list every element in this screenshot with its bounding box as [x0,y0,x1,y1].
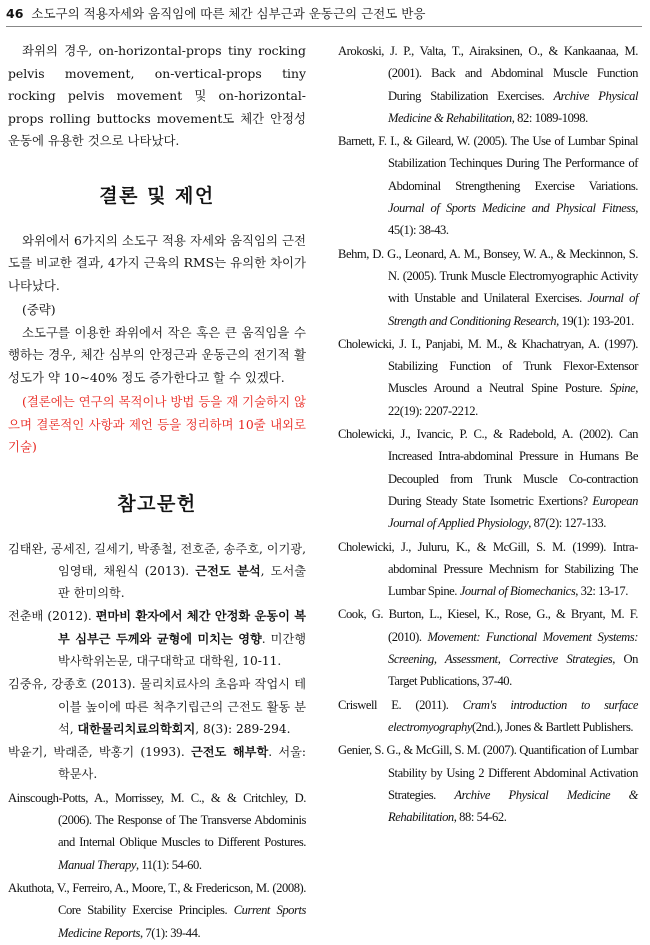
reference-item: 김태완, 공세진, 길세기, 박종철, 전호준, 송주호, 이기광, 임영태, 채원식 (2013). 근전도 분석, 도서출판 한미의학. [8,541,306,601]
reference-item: Barnett, F. I., & Gileard, W. (2005). The Use of Lumbar Spinal Stabilization Techinques During The Performance of Abdominal Strengthening Exercise Variations. Journal of Sports Medicine and Physical Fitness, 45(1): 38-43. [338,134,638,238]
conclusion-heading: 결론 및 제언 [99,184,215,207]
reference-item: Cholewicki, J. I., Panjabi, M. M., & Khachatryan, A. (1997). Stabilizing Function of Trunk Flexor-Extensor Muscles Around a Neutral Spine Posture. Spine, 22(19): 2207-2212. [338,336,638,418]
conclusion-paragraph-2: 소도구를 이용한 좌위에서 작은 혹은 큰 움직임을 수행하는 경우, 체간 심부의 안정근과 운동근의 전기적 활성도가 약 10~40% 정도 증가한다고 할 수 있겠다. [8,324,306,385]
reference-item: Akuthota, V., Ferreiro, A., Moore, T., & Fredericson, M. (2008). Core Stability Exercise Principles. Current Sports Medicine Reports, 7(1): 39-44. [8,880,306,940]
reference-item: Cholewicki, J., Ivancic, P. C., & Radebold, A. (2002). Can Increased Intra-abdominal Pressure in Humans Be Decoupled from Trunk Muscle Co-contraction During Steady State Isometric Exertions? European Journal of Applied Physiology, 87(2): 127-133. [338,427,638,531]
omission-note: (중략) [22,302,56,317]
english-references-left [8,787,306,944]
right-column [338,40,638,829]
korean-references [8,538,306,786]
reference-item: Cook, G. Burton, L., Kiesel, K., Rose, G., & Bryant, M. F. (2010). Movement: Functional Movement Systems: Screening, Assessment, Corrective Strategies, On Target Publications, 37-40. [338,607,638,689]
left-column [8,40,306,945]
running-title: 소도구의 적용자세와 움직임에 따른 체간 심부근과 운동근의 근전도 반응 [31,6,426,21]
reference-item: 김중유, 강종호 (2013). 물리치료사의 초음파 작업시 테이블 높이에 따른 척추기립근의 근전도 활동 분석, 대한물리치료의학회지, 8(3): 289-294. [8,677,306,736]
page-number: 46 [6,6,24,21]
intro-paragraph: 좌위의 경우, on-horizontal-props tiny rocking pelvis movement, on-vertical-props tiny rocking pelvis movement 및 on-horizontal-props rolling buttocks movement도 체간 안정성 운동에 유용한 것으로 나타났다. [8,43,306,148]
reference-item: Behm, D. G., Leonard, A. M., Bonsey, W. A., & Meckinnon, S. N. (2005). Trunk Muscle Electromyographic Activity with Unstable and Unilateral Exercises. Journal of Strength and Conditioning Research, 19(1): 193-201. [338,246,638,328]
reference-item: Cholewicki, J., Juluru, K., & McGill, S. M. (1999). Intra-abdominal Pressure Mechnism for Stabilizing The Lumbar Spine. Journal of Biomechanics, 32: 13-17. [338,539,638,599]
reference-item: 박윤기, 박래준, 박홍기 (1993). 근전도 해부학. 서울: 학문사. [8,745,306,782]
reference-item: 전춘배 (2012). 편마비 환자에서 체간 안정화 운동이 복부 심부근 두께와 균형에 미치는 영향. 미간행 박사학위논문, 대구대학교 대학원, 10-11. [8,609,307,668]
reference-item: Genier, S. G., & McGill, S. M. (2007). Quantification of Lumbar Stability by Using 2 Different Abdominal Activation Strategies. Archive Physical Medicine & Rehabilitation, 88: 54-62. [338,743,638,825]
english-references-right [338,40,638,828]
references-heading: 참고문헌 [117,492,197,515]
reference-item: Ainscough-Potts, A., Morrissey, M. C., & & Critchley, D. (2006). The Response of The Transverse Abdominis and Internal Oblique Muscles to Different Postures. Manual Therapy, 11(1): 54-60. [8,790,306,872]
reference-item: Criswell E. (2011). Cram's introduction to surface electromyography(2nd.), Jones & Bartlett Publishers. [338,697,638,734]
reference-item: Arokoski, J. P., Valta, T., Airaksinen, O., & Kankaanaa, M. (2001). Back and Abdominal Muscle Function During Stabilization Exercises. Archive Physical Medicine & Rehabilitation, 82: 1089-1098. [338,44,638,125]
red-instruction-note: (결론에는 연구의 목적이나 방법 등을 재 기술하지 않으며 결론적인 사항과 제언 등을 정리하며 10줄 내외로 기술) [8,394,306,454]
running-header [6,4,642,27]
conclusion-paragraph-1: 와위에서 6가지의 소도구 적용 자세와 움직임의 근전도를 비교한 결과, 4가지 근육의 RMS는 유의한 차이가 나타났다. [8,232,306,293]
